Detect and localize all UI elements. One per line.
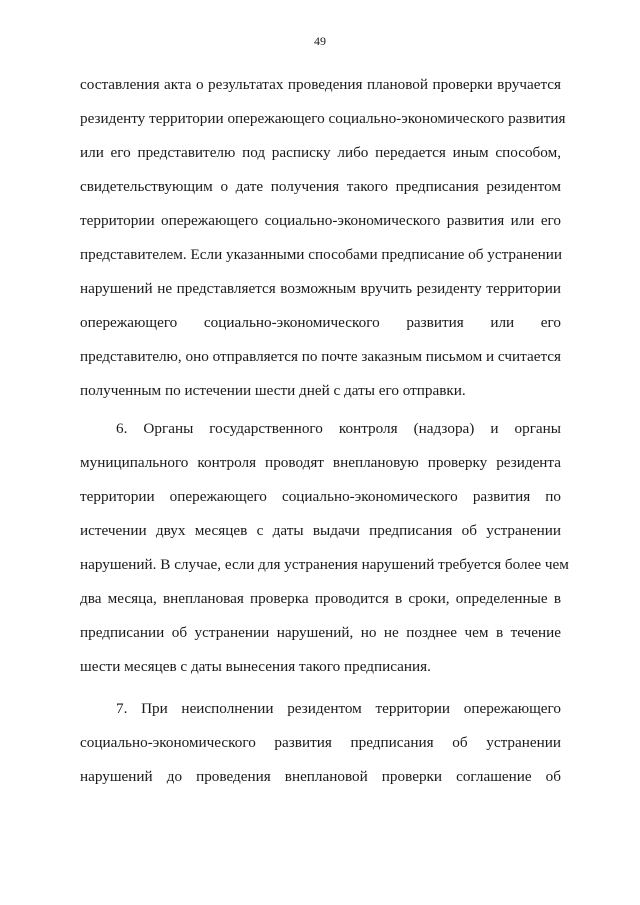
text-line: свидетельствующим о дате получения такого предписания резидентом xyxy=(80,178,561,195)
text-line: шести месяцев с даты вынесения такого предписания. xyxy=(80,658,431,675)
text-line: резиденту территории опережающего социально-экономического развития xyxy=(80,110,566,127)
text-line: муниципального контроля проводят внеплановую проверку резидента xyxy=(80,454,561,471)
text-line: или его представителю под расписку либо передается иным способом, xyxy=(80,144,561,161)
page-number: 49 xyxy=(314,34,326,48)
text-line: нарушений не представляется возможным вручить резиденту территории xyxy=(80,280,561,297)
text-line: опережающего социально-экономического развития или его xyxy=(80,314,561,331)
paragraph-6-first-line: 6. Органы государственного контроля (надзора) и органы xyxy=(116,420,561,437)
text-line: нарушений до проведения внеплановой проверки соглашение об xyxy=(80,768,561,785)
text-line: территории опережающего социально-экономического развития по xyxy=(80,488,561,505)
text-line: полученным по истечении шести дней с даты его отправки. xyxy=(80,382,466,399)
text-line: нарушений. В случае, если для устранения нарушений требуется более чем xyxy=(80,556,569,573)
text-line: два месяца, внеплановая проверка проводится в сроки, определенные в xyxy=(80,590,561,607)
text-line: представителю, оно отправляется по почте заказным письмом и считается xyxy=(80,348,561,365)
text-line: представителем. Если указанными способами предписание об устранении xyxy=(80,246,562,263)
text-line: истечении двух месяцев с даты выдачи предписания об устранении xyxy=(80,522,561,539)
text-line: составления акта о результатах проведения плановой проверки вручается xyxy=(80,76,561,93)
text-line: предписании об устранении нарушений, но не позднее чем в течение xyxy=(80,624,561,641)
text-line: социально-экономического развития предписания об устранении xyxy=(80,734,561,751)
paragraph-7-first-line: 7. При неисполнении резидентом территории опережающего xyxy=(116,700,561,717)
text-line: территории опережающего социально-экономического развития или его xyxy=(80,212,561,229)
